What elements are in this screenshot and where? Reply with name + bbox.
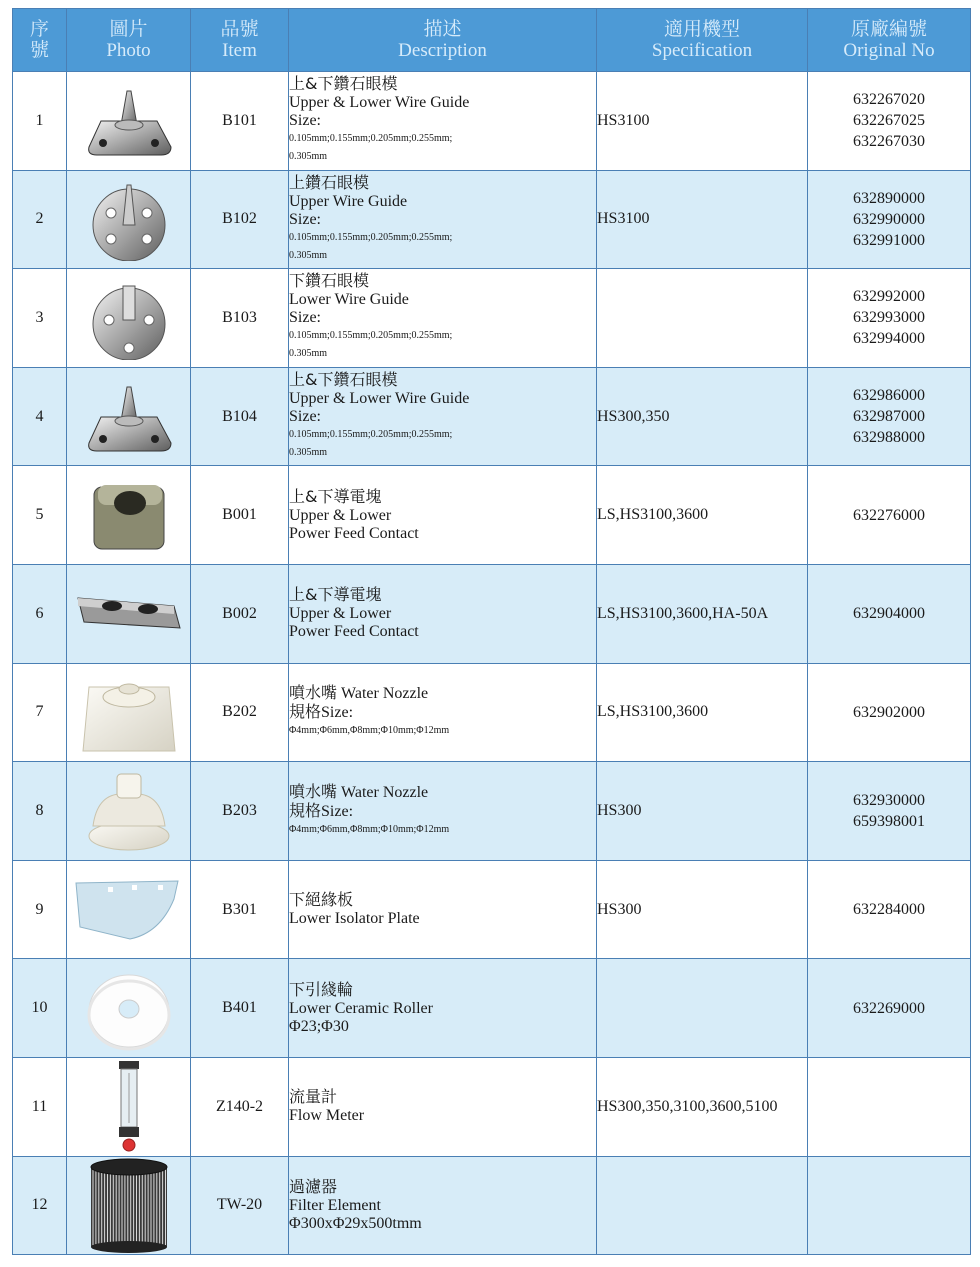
size-label-zh: 規格 <box>289 800 322 820</box>
row-number: 10 <box>13 959 67 1058</box>
description-en: Upper & Lower Wire Guide <box>289 390 470 408</box>
item-code: TW-20 <box>191 1156 289 1255</box>
description-cell <box>289 367 597 466</box>
original-number: 632988000 <box>853 429 925 447</box>
row-number: 2 <box>13 170 67 269</box>
specification: HS300 <box>597 860 808 959</box>
description-en: Upper & Lower <box>289 506 392 524</box>
description-cell <box>289 564 597 663</box>
specification: HS3100 <box>597 170 808 269</box>
water-nozzle-square-photo <box>67 663 191 762</box>
item-code: B301 <box>191 860 289 959</box>
size-list-2: 0.305mm <box>289 447 328 459</box>
description-cell <box>289 663 597 762</box>
table-body <box>13 72 971 1255</box>
row-number: 4 <box>13 367 67 466</box>
original-no-cell <box>808 860 971 959</box>
item-code: B001 <box>191 466 289 565</box>
description-en-2: Size: <box>289 408 321 426</box>
lower-wire-guide-photo <box>67 269 191 368</box>
original-no-cell <box>808 762 971 861</box>
original-no-cell <box>808 1156 971 1255</box>
description-en: Filter Element <box>289 1196 381 1214</box>
item-code: B401 <box>191 959 289 1058</box>
row-number: 6 <box>13 564 67 663</box>
original-number: 632284000 <box>853 901 925 919</box>
table-row <box>13 466 971 565</box>
description-en: Upper & Lower Wire Guide <box>289 94 470 112</box>
description-en-2: Power Feed Contact <box>289 524 419 542</box>
original-no-cell <box>808 564 971 663</box>
description-cell <box>289 1156 597 1255</box>
description-cell <box>289 72 597 171</box>
table-row <box>13 72 971 171</box>
water-nozzle-round-photo <box>67 762 191 861</box>
description-cell <box>289 762 597 861</box>
original-number: 632267020 <box>853 91 925 109</box>
table-row <box>13 860 971 959</box>
table-row <box>13 762 971 861</box>
description-zh: 上鑽石眼模 <box>289 172 370 192</box>
size-list: 0.105mm;0.155mm;0.205mm;0.255mm; <box>289 330 453 342</box>
original-number: 632902000 <box>853 703 925 721</box>
description-en: Water Nozzle <box>341 685 429 703</box>
specification: HS300 <box>597 762 808 861</box>
power-feed-contact-block-photo <box>67 466 191 565</box>
description-en-2: Φ300xΦ29x500tmm <box>289 1214 422 1232</box>
original-number: 632990000 <box>853 210 925 228</box>
original-no-cell <box>808 1057 971 1156</box>
description-cell <box>289 860 597 959</box>
description-en: Flow Meter <box>289 1107 365 1125</box>
description-en-2: Size: <box>289 112 321 130</box>
description-zh: 上&下鑽石眼模 <box>289 370 398 390</box>
parts-catalog-table <box>12 8 971 1255</box>
table-row <box>13 269 971 368</box>
description-en: Water Nozzle <box>341 783 429 801</box>
description-en-2: Φ23;Φ30 <box>289 1017 349 1035</box>
description-zh: 下絕緣板 <box>289 890 354 910</box>
specification: LS,HS3100,3600,HA-50A <box>597 564 808 663</box>
power-feed-contact-bar-photo <box>67 564 191 663</box>
original-no-cell <box>808 663 971 762</box>
description-cell <box>289 959 597 1058</box>
description-zh: 下鑽石眼模 <box>289 271 370 291</box>
description-en: Upper Wire Guide <box>289 192 408 210</box>
original-number: 659398001 <box>853 812 925 830</box>
original-number: 632994000 <box>853 330 925 348</box>
description-en: Lower Wire Guide <box>289 291 409 309</box>
size-list: 0.105mm;0.155mm;0.205mm;0.255mm; <box>289 231 453 243</box>
header-number: 序 號 <box>13 9 67 72</box>
filter-element-photo <box>67 1156 191 1255</box>
description-zh: 上&下鑽石眼模 <box>289 74 398 94</box>
description-en-2: Size: <box>289 210 321 228</box>
specification <box>597 269 808 368</box>
size-list: Φ4mm;Φ6mm,Φ8mm;Φ10mm;Φ12mm <box>289 725 450 737</box>
description-en-2: Size: <box>289 309 321 327</box>
specification: HS3100 <box>597 72 808 171</box>
original-no-cell <box>808 170 971 269</box>
specification <box>597 1156 808 1255</box>
item-code: B103 <box>191 269 289 368</box>
table-row <box>13 663 971 762</box>
description-cell <box>289 269 597 368</box>
table-row <box>13 1156 971 1255</box>
description-zh: 噴水嘴 <box>289 683 338 703</box>
table-row <box>13 367 971 466</box>
header-item: 品號 Item <box>191 9 289 72</box>
size-label: Size: <box>321 704 354 722</box>
original-number: 632986000 <box>853 387 925 405</box>
size-list-2: 0.305mm <box>289 348 328 360</box>
description-zh: 下引綫輪 <box>289 979 354 999</box>
row-number: 11 <box>13 1057 67 1156</box>
upper-lower-wire-guide-photo <box>67 367 191 466</box>
specification: HS300,350 <box>597 367 808 466</box>
upper-wire-guide-photo <box>67 170 191 269</box>
description-cell <box>289 1057 597 1156</box>
original-no-cell <box>808 466 971 565</box>
table-row <box>13 170 971 269</box>
original-no-cell <box>808 269 971 368</box>
specification: LS,HS3100,3600 <box>597 663 808 762</box>
table-row <box>13 1057 971 1156</box>
header-description: 描述 Description <box>289 9 597 72</box>
original-number: 632267030 <box>853 133 925 151</box>
size-list: 0.105mm;0.155mm;0.205mm;0.255mm; <box>289 429 453 441</box>
specification: HS300,350,3100,3600,5100 <box>597 1057 808 1156</box>
original-no-cell <box>808 72 971 171</box>
description-zh: 流量計 <box>289 1087 338 1107</box>
size-list: Φ4mm;Φ6mm,Φ8mm;Φ10mm;Φ12mm <box>289 823 450 835</box>
item-code: B101 <box>191 72 289 171</box>
header-original-no: 原廠編號 Original No <box>808 9 971 72</box>
item-code: B203 <box>191 762 289 861</box>
original-no-cell <box>808 367 971 466</box>
original-number: 632991000 <box>853 231 925 249</box>
description-cell <box>289 170 597 269</box>
row-number: 12 <box>13 1156 67 1255</box>
row-number: 3 <box>13 269 67 368</box>
description-en: Upper & Lower <box>289 605 392 623</box>
description-zh: 上&下導電塊 <box>289 585 382 605</box>
flow-meter-photo <box>67 1057 191 1156</box>
header-row <box>13 9 971 72</box>
original-number: 632992000 <box>853 288 925 306</box>
description-en-2: Power Feed Contact <box>289 623 419 641</box>
original-number: 632269000 <box>853 999 925 1017</box>
item-code: Z140-2 <box>191 1057 289 1156</box>
description-zh: 噴水嘴 <box>289 781 338 801</box>
item-code: B202 <box>191 663 289 762</box>
size-list: 0.105mm;0.155mm;0.205mm;0.255mm; <box>289 133 453 145</box>
row-number: 9 <box>13 860 67 959</box>
header-specification: 適用機型 Specification <box>597 9 808 72</box>
isolator-plate-photo <box>67 860 191 959</box>
description-en: Lower Ceramic Roller <box>289 999 433 1017</box>
original-number: 632267025 <box>853 112 925 130</box>
upper-lower-wire-guide-photo <box>67 72 191 171</box>
size-list-2: 0.305mm <box>289 249 328 261</box>
item-code: B002 <box>191 564 289 663</box>
description-zh: 上&下導電塊 <box>289 486 382 506</box>
item-code: B102 <box>191 170 289 269</box>
header-photo: 圖片 Photo <box>67 9 191 72</box>
original-number: 632904000 <box>853 605 925 623</box>
size-label-zh: 規格 <box>289 702 322 722</box>
original-no-cell <box>808 959 971 1058</box>
description-zh: 過濾器 <box>289 1176 338 1196</box>
table-row <box>13 959 971 1058</box>
original-number: 632930000 <box>853 791 925 809</box>
specification: LS,HS3100,3600 <box>597 466 808 565</box>
specification <box>597 959 808 1058</box>
row-number: 7 <box>13 663 67 762</box>
row-number: 8 <box>13 762 67 861</box>
size-label: Size: <box>321 802 354 820</box>
ceramic-roller-photo <box>67 959 191 1058</box>
original-number: 632993000 <box>853 309 925 327</box>
item-code: B104 <box>191 367 289 466</box>
original-number: 632987000 <box>853 408 925 426</box>
description-cell <box>289 466 597 565</box>
original-number: 632276000 <box>853 506 925 524</box>
size-list-2: 0.305mm <box>289 151 328 163</box>
table-row <box>13 564 971 663</box>
description-en: Lower Isolator Plate <box>289 910 420 928</box>
row-number: 5 <box>13 466 67 565</box>
row-number: 1 <box>13 72 67 171</box>
original-number: 632890000 <box>853 189 925 207</box>
